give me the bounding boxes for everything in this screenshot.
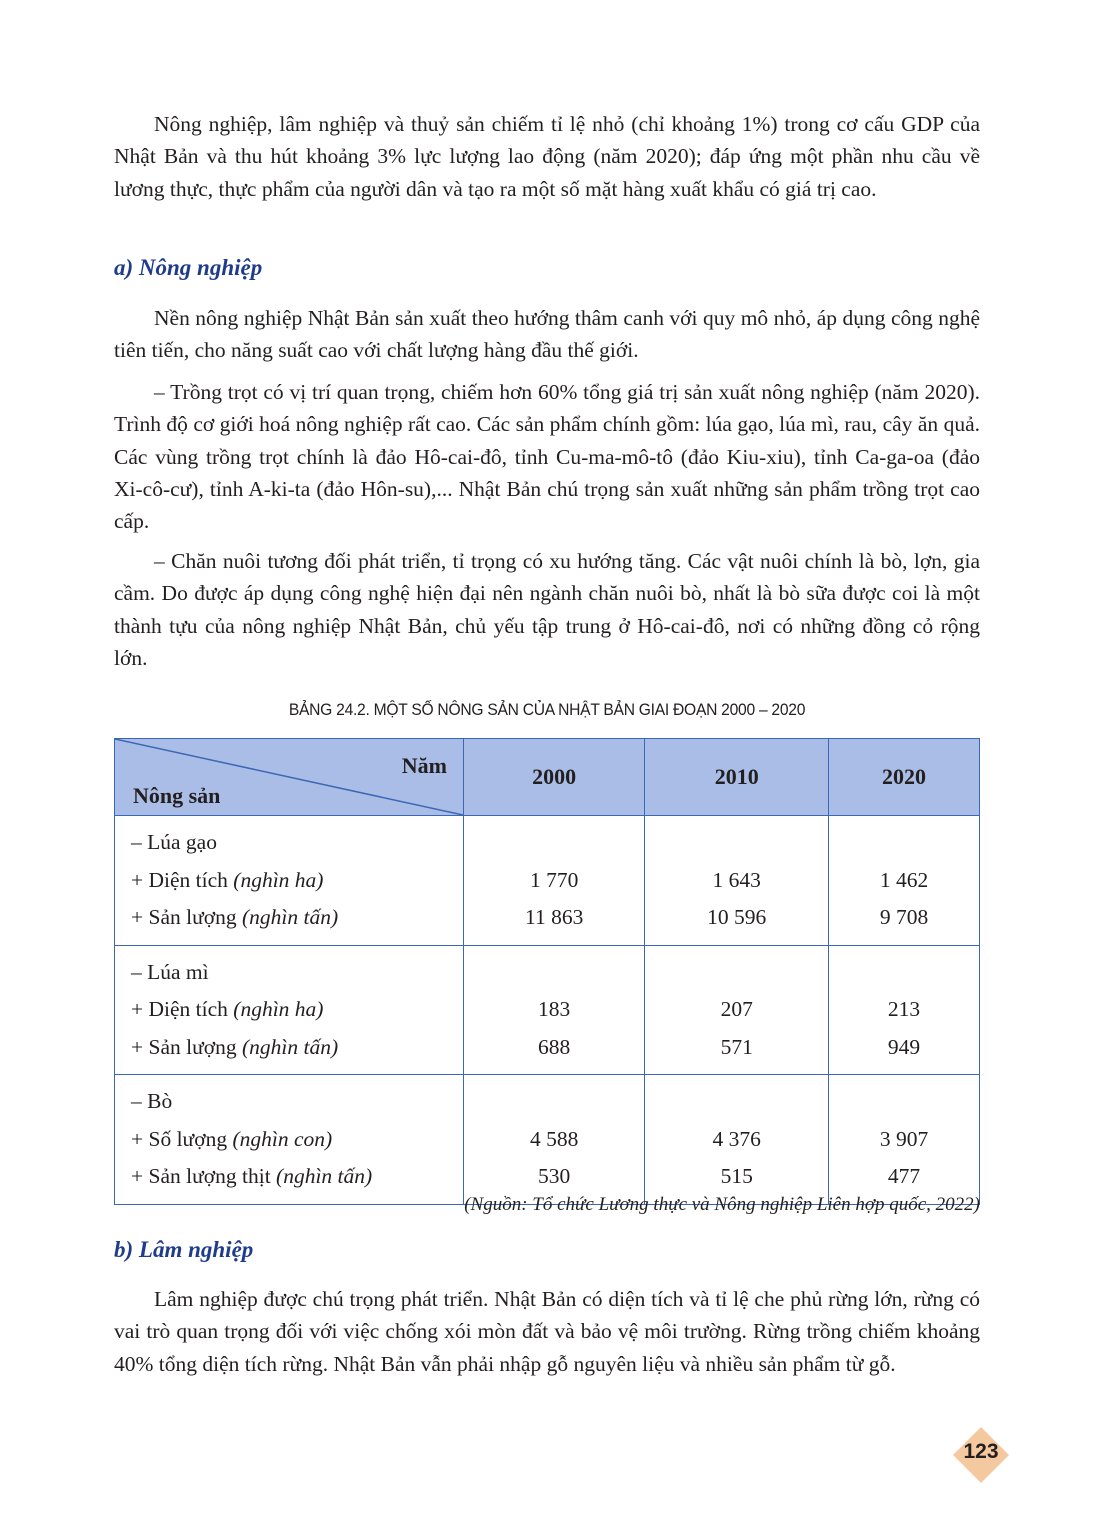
value: 4 376 bbox=[712, 1126, 761, 1151]
value-cell bbox=[829, 945, 980, 1075]
row-label-text: + Sản lượng thịt bbox=[131, 1164, 277, 1188]
section-a-paragraph-3: – Chăn nuôi tương đối phát triển, tỉ trọng có xu hướng tăng. Các vật nuôi chính là bò, lợn, gia cầm. Do được áp dụng công nghệ hiện đại nên ngành chăn nuôi bò, nhất là bò sữa được coi là một thành tựu của nông nghiệp Nhật Bản, chủ yếu tập trung ở Hô-cai-đô, nơi có những đồng cỏ rộng lớn. bbox=[114, 549, 980, 670]
table-caption: BẢNG 24.2. MỘT SỐ NÔNG SẢN CỦA NHẬT BẢN GIAI ĐOẠN 2000 – 2020 bbox=[288, 700, 806, 719]
value-cell bbox=[829, 1075, 980, 1205]
value-cell bbox=[464, 945, 645, 1075]
corner-label-product: Nông sản bbox=[133, 783, 221, 808]
year-header: 2000 bbox=[464, 739, 645, 816]
section-a-paragraph-2: – Trồng trọt có vị trí quan trọng, chiếm hơn 60% tổng giá trị sản xuất nông nghiệp (năm 2020). Trình độ cơ giới hoá nông nghiệp rất cao. Các sản phẩm chính gồm: lúa gạo, lúa mì, rau, cây ăn quả. Các vùng trồng trọt chính là đảo Hô-cai-đô, tỉnh Cu-ma-mô-tô (đảo Kiu-xiu), tỉnh Ca-ga-oa (đảo Xi-cô-cư), tỉnh A-ki-ta (đảo Hôn-su),... Nhật Bản chú trọng sản xuất những sản phẩm trồng trọt cao cấp. bbox=[114, 380, 980, 534]
value: 9 708 bbox=[879, 905, 929, 929]
row-label-text: + Sản lượng bbox=[131, 905, 242, 929]
row-label-cell bbox=[115, 1075, 464, 1205]
row-label bbox=[131, 899, 463, 937]
value: 10 596 bbox=[707, 905, 767, 929]
corner-label-year: Năm bbox=[401, 753, 447, 778]
table-corner-cell bbox=[115, 739, 464, 816]
row-unit: (nghìn tấn) bbox=[242, 905, 339, 929]
value: 207 bbox=[720, 997, 753, 1021]
value-cell bbox=[464, 1075, 645, 1205]
row-label bbox=[131, 1121, 463, 1159]
table-row bbox=[115, 1075, 980, 1205]
page-number: 123 bbox=[963, 1440, 999, 1463]
row-unit: (nghìn con) bbox=[232, 1126, 333, 1151]
row-label-text: + Sản lượng bbox=[131, 1034, 242, 1059]
value-cell bbox=[829, 816, 980, 946]
value-cell bbox=[645, 816, 829, 946]
group-name: – Lúa mì bbox=[131, 959, 209, 984]
table-row bbox=[115, 945, 980, 1075]
row-unit: (nghìn tấn) bbox=[276, 1164, 373, 1188]
value: 213 bbox=[887, 997, 921, 1021]
group-name: – Bò bbox=[131, 1089, 173, 1113]
row-unit: (nghìn ha) bbox=[233, 867, 324, 892]
row-label-text: + Diện tích bbox=[131, 867, 234, 892]
year-header: 2010 bbox=[645, 739, 829, 816]
row-label bbox=[131, 1158, 463, 1196]
value: 477 bbox=[887, 1164, 921, 1188]
value: 11 863 bbox=[525, 905, 584, 929]
row-label bbox=[131, 1029, 463, 1067]
year-header: 2020 bbox=[829, 739, 980, 816]
row-label-text: + Diện tích bbox=[131, 997, 234, 1021]
table-header-row bbox=[115, 739, 980, 816]
table-row bbox=[115, 816, 980, 946]
value: 688 bbox=[538, 1034, 571, 1059]
section-b-heading: b) Lâm nghiệp bbox=[114, 1237, 254, 1262]
table-source: (Nguồn: Tổ chức Lương thực và Nông nghiệp Liên hợp quốc, 2022) bbox=[464, 1194, 980, 1215]
row-label-cell bbox=[115, 945, 464, 1075]
row-label-text: + Số lượng bbox=[131, 1126, 233, 1151]
agriculture-table bbox=[114, 738, 980, 1205]
value: 4 588 bbox=[529, 1126, 579, 1151]
value: 1 770 bbox=[529, 867, 579, 892]
page-number-badge bbox=[952, 1426, 1010, 1484]
value: 949 bbox=[887, 1034, 921, 1059]
value: 183 bbox=[538, 997, 571, 1021]
value: 530 bbox=[538, 1164, 571, 1188]
row-label bbox=[131, 991, 463, 1029]
group-name: – Lúa gạo bbox=[131, 830, 217, 854]
value: 3 907 bbox=[879, 1126, 929, 1151]
value: 1 462 bbox=[879, 867, 929, 892]
section-b-paragraph-1: Lâm nghiệp được chú trọng phát triển. Nhật Bản có diện tích và tỉ lệ che phủ rừng lớn, rừng có vai trò quan trọng đối với việc chống xói mòn đất và bảo vệ môi trường. Rừng trồng chiếm khoảng 40% tổng diện tích rừng. Nhật Bản vẫn phải nhập gỗ nguyên liệu và nhiều sản phẩm từ gỗ. bbox=[114, 1287, 980, 1376]
row-label bbox=[131, 862, 463, 900]
value: 1 643 bbox=[712, 867, 761, 892]
intro-paragraph: Nông nghiệp, lâm nghiệp và thuỷ sản chiếm tỉ lệ nhỏ (chỉ khoảng 1%) trong cơ cấu GDP của Nhật Bản và thu hút khoảng 3% lực lượng lao động (năm 2020); đáp ứng một phần nhu cầu về lương thực, thực phẩm của người dân và tạo ra một số mặt hàng xuất khẩu có giá trị cao. bbox=[114, 112, 980, 201]
value: 515 bbox=[720, 1164, 753, 1188]
row-unit: (nghìn tấn) bbox=[242, 1034, 339, 1059]
section-a-paragraph-1: Nền nông nghiệp Nhật Bản sản xuất theo hướng thâm canh với quy mô nhỏ, áp dụng công nghệ tiên tiến, cho năng suất cao với chất lượng hàng đầu thế giới. bbox=[114, 306, 980, 363]
value-cell bbox=[464, 816, 645, 946]
row-label-cell bbox=[115, 816, 464, 946]
section-a-heading: a) Nông nghiệp bbox=[114, 255, 263, 280]
value: 571 bbox=[720, 1034, 753, 1059]
row-unit: (nghìn ha) bbox=[233, 997, 324, 1021]
value-cell bbox=[645, 945, 829, 1075]
value-cell bbox=[645, 1075, 829, 1205]
